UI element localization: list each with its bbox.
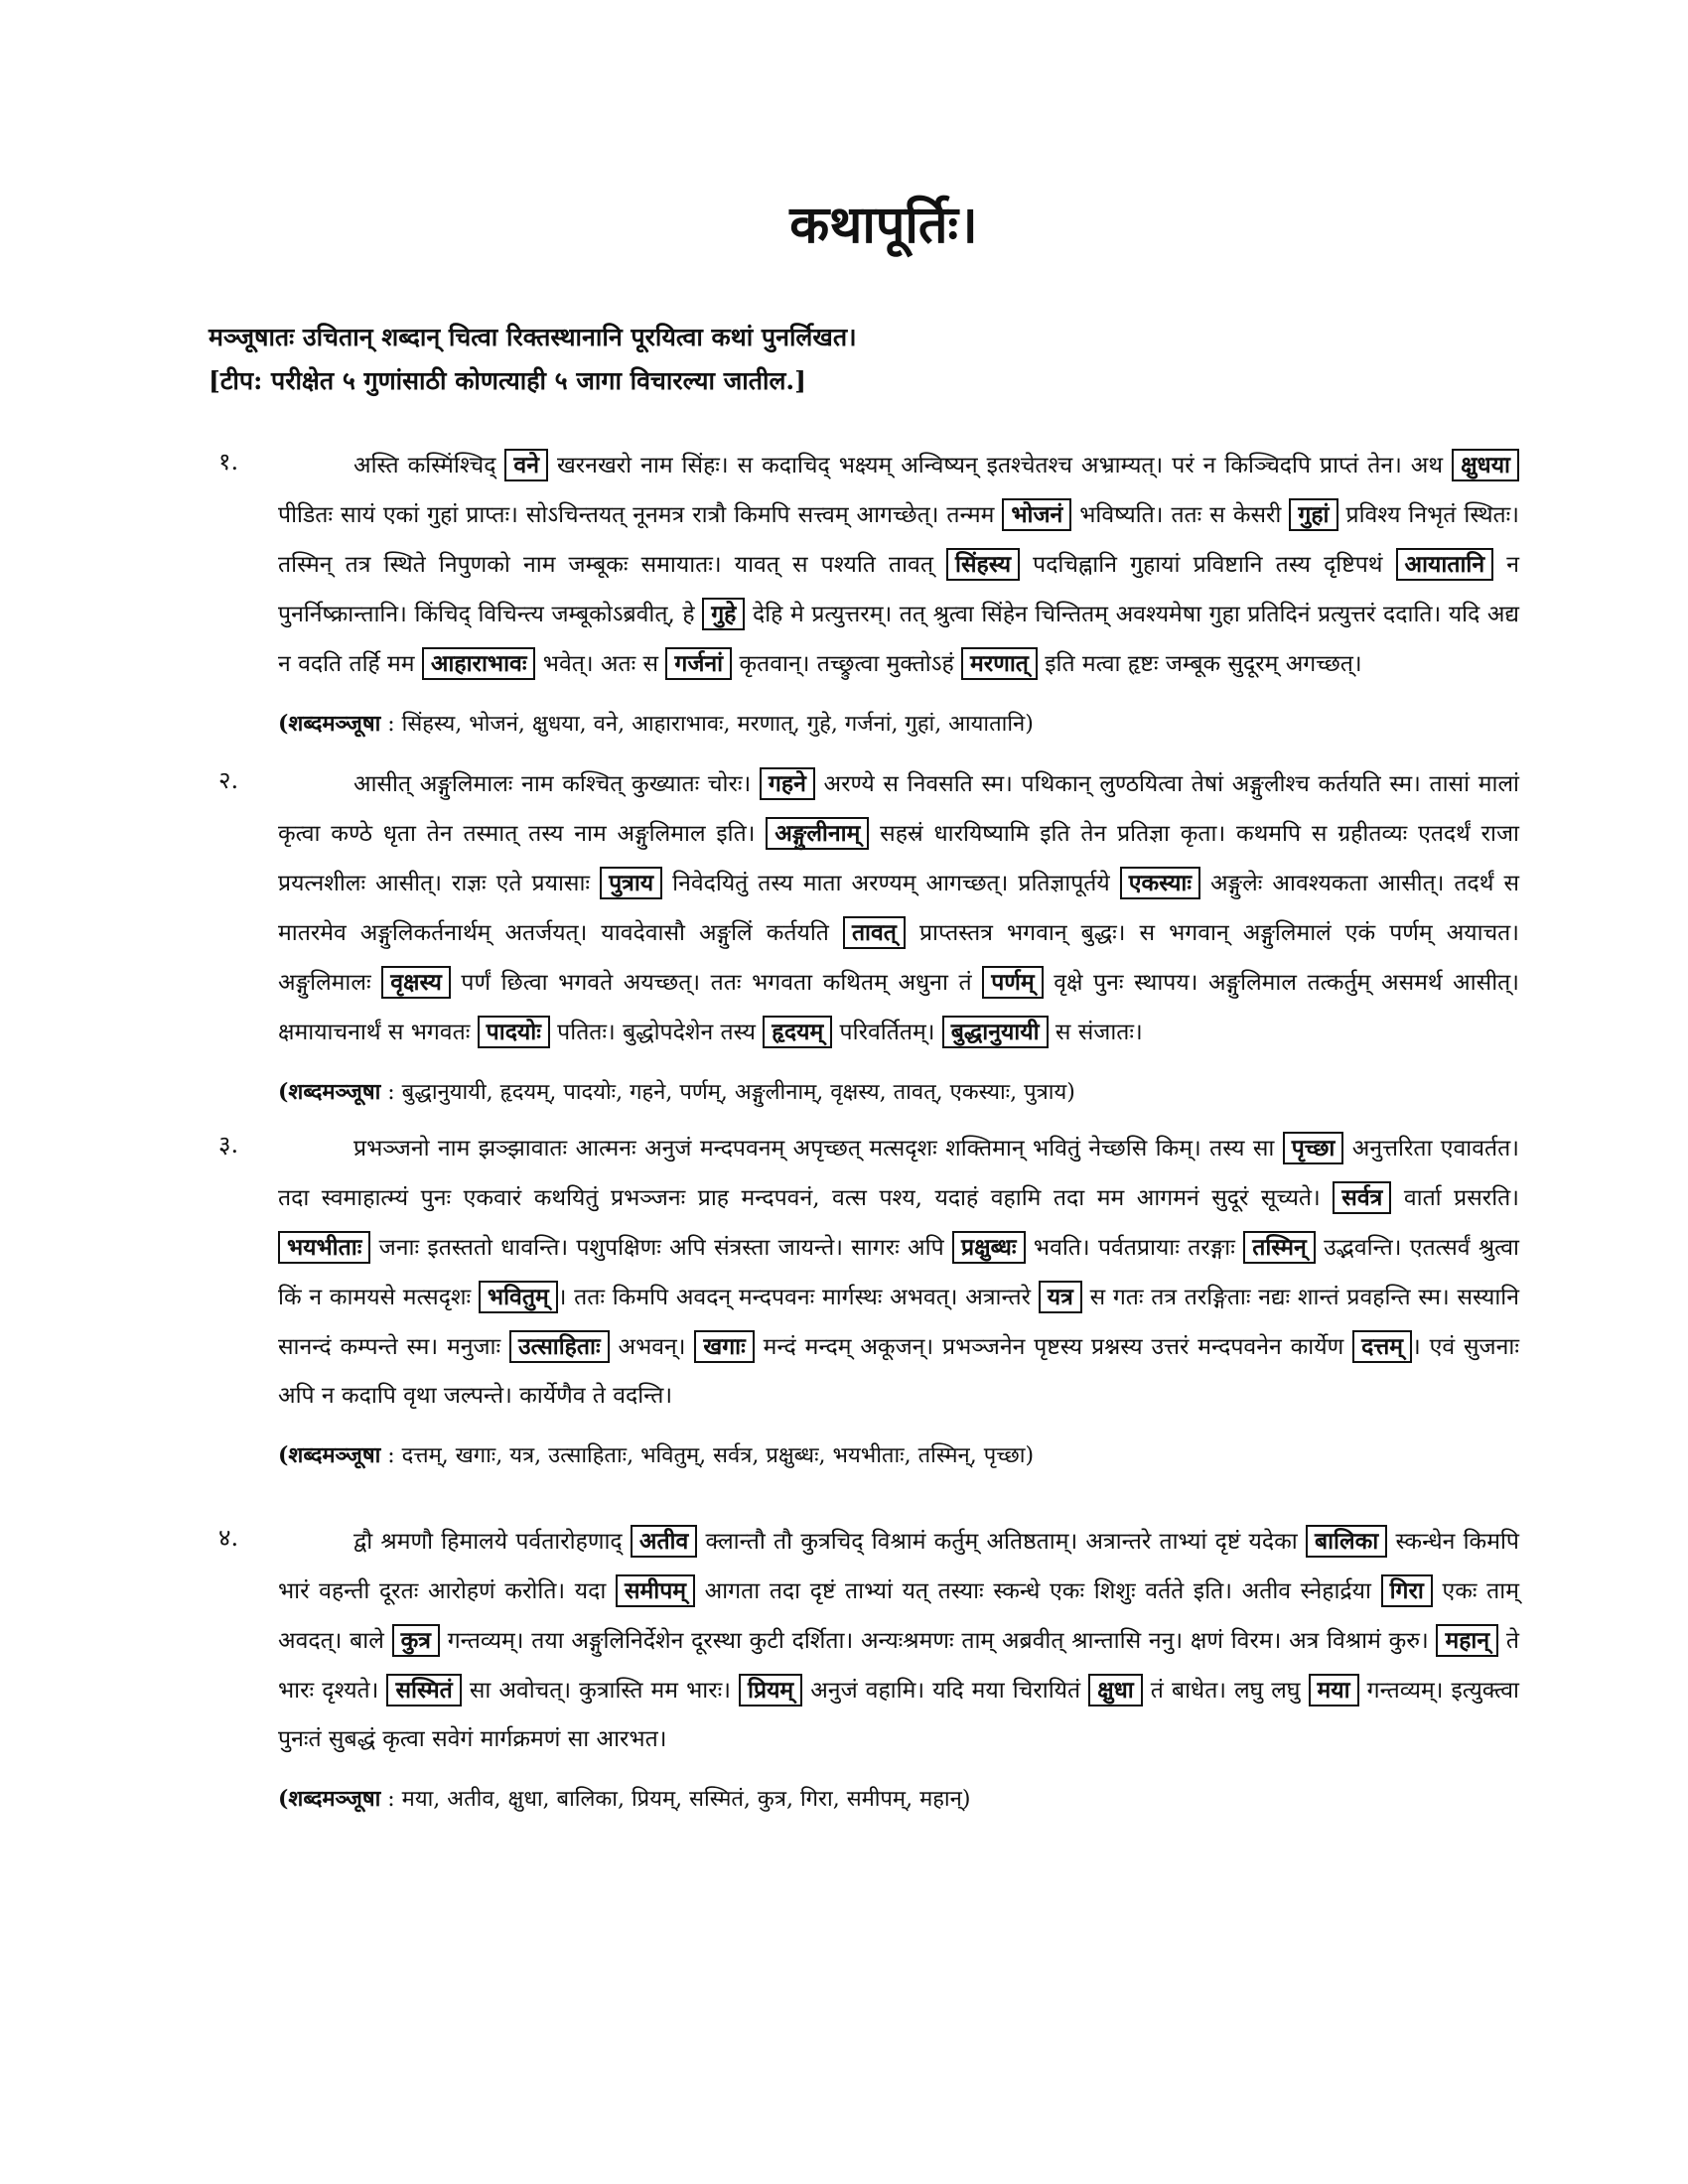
word-box (278, 707, 1519, 742)
filled-blank: भयभीताः (278, 1231, 370, 1264)
word-box-list: : बुद्धानुयायी, हृदयम्, पादयोः, गहने, पर्णम्, अङ्गुलीनाम्, वृक्षस्य, तावत्, एकस्याः, पुत्राय) (380, 1080, 1075, 1106)
passage-text: अस्ति कस्मिंश्चिद् (353, 453, 505, 479)
filled-blank: भवितुम् (479, 1281, 558, 1313)
passage-text: निवेदयितुं तस्य माता अरण्यम् आगच्छत्। प्रतिज्ञापूर्तये (662, 871, 1120, 897)
passage-text: अरण्ये स निवसति स्म। पथिकान् लुण्ठयित्वा तेषां अङ्गुलीश्च कर्तयति स्म। तासां मालां कृत्वा कण्ठे धृता तेन तस्मात् तस्य नाम अङ्गुलिमाल इति। (278, 771, 1520, 848)
filled-blank: प्रियम् (739, 1674, 802, 1706)
passage-text: देहि मे प्रत्युत्तरम्। तत् श्रुत्वा सिंहेन चिन्तितम् अवश्यमेषा गुहा प्रतिदिनं प्रत्युत्तरं ददाति। यदि अद्य न वदति तर्हि मम (278, 602, 1519, 678)
filled-blank: गिरा (1381, 1574, 1433, 1607)
passage (278, 441, 1519, 689)
instructions (209, 316, 1519, 403)
filled-blank: खगाः (694, 1330, 754, 1363)
filled-blank: उत्साहिताः (509, 1330, 610, 1363)
passage (278, 759, 1519, 1057)
passage-text: वार्ता प्रसरति। (1391, 1185, 1519, 1212)
filled-blank: बुद्धानुयायी (942, 1016, 1049, 1048)
page-title: कथापूर्तिः। (789, 195, 978, 255)
filled-blank: तावत् (843, 916, 906, 949)
filled-blank: यत्र (1039, 1281, 1082, 1313)
passage-text: स्कन्धेन किमपि भारं वहन्ती दूरतः आरोहणं करोति। यदा (278, 1529, 1519, 1605)
filled-blank: गहने (760, 767, 815, 800)
word-box-list: : सिंहस्य, भोजनं, क्षुधया, वने, आहाराभावः, मरणात्, गुहे, गर्जनां, गुहां, आयातानि) (380, 712, 1034, 738)
passage-text: पीडितः सायं एकां गुहां प्राप्तः। सोऽचिन्तयत् नूनमत्र रात्रौ किमपि सत्त्वम् आगच्छेत्। तन्मम (278, 502, 1003, 529)
filled-blank: प्रक्षुब्धः (952, 1231, 1026, 1264)
filled-blank: वृक्षस्य (381, 966, 451, 999)
passage-text: अङ्गुलेः आवश्यकता आसीत्। तदर्थं स मातरमेव अङ्गुलिकर्तनार्थम् अतर्जयत्। यावदेवासौ अङ्गुलिं कर्तयति (278, 871, 1520, 947)
passage-text: क्लान्तौ तौ कुत्रचिद् विश्रामं कर्तुम् अतिष्ठताम्। अत्रान्तरे ताभ्यां दृष्टं यदेका (697, 1529, 1306, 1556)
passage-text: गन्तव्यम्। तया अङ्गुलिनिर्देशेन दूरस्था कुटी दर्शिता। अन्यःश्रमणः ताम् अब्रवीत् श्रान्तासि ननु। क्षणं विरम। अत्र विश्रामं कुरु। (439, 1628, 1437, 1655)
passage-text: ते भारः दृश्यते। (278, 1628, 1520, 1705)
filled-blank: भोजनं (1002, 498, 1071, 531)
passage-text: प्राप्तस्तत्र भगवान् बुद्धः। स भगवान् अङ्गुलिमालं एकं पर्णम् अयाचत। अङ्गुलिमालः (278, 920, 1519, 997)
filled-blank: अङ्गुलीनाम् (766, 817, 869, 850)
word-box-list: : मया, अतीव, क्षुधा, बालिका, प्रियम्, सस्मितं, कुत्र, गिरा, समीपम्, महान्) (380, 1787, 971, 1813)
exercise-number: २. (218, 766, 239, 795)
filled-blank: सस्मितं (386, 1674, 461, 1706)
exercise-2 (209, 759, 1519, 1110)
word-box (278, 1075, 1519, 1110)
passage-text: तं बाधेत। लघु लघु (1142, 1678, 1309, 1705)
passage-text: मन्दं मन्दम् अकूजन्। प्रभञ्जनेन पृष्टस्य प्रश्नस्य उत्तरं मन्दपवनेन कार्येण (754, 1334, 1353, 1361)
passage-text: पदचिह्नानि गुहायां प्रविष्टानि तस्य दृष्टिपथं (1020, 552, 1396, 579)
passage-text: गन्तव्यम्। इत्युक्त्वा पुनःतं सुबद्धं कृत्वा सवेगं मार्गक्रमणं सा आरभत। (278, 1678, 1519, 1753)
filled-blank: पर्णम् (982, 966, 1043, 999)
passage (278, 1517, 1519, 1764)
word-box-label: (शब्दमञ्जूषा (278, 1079, 381, 1106)
filled-blank: आहाराभावः (422, 647, 536, 680)
passage-text: पर्णं छित्वा भगवते अयच्छत्। ततः भगवता कथितम् अधुना तं (450, 970, 983, 997)
passage-text: । ततः किमपि अवदन् मन्दपवनः मार्गस्थः अभवत्। अत्रान्तरे (557, 1285, 1039, 1311)
exercise-number: १. (218, 448, 239, 477)
passage-text: इति मत्वा हृष्टः जम्बूक सुदूरम् अगच्छत्। (1037, 651, 1362, 678)
instruction-main: मञ्जूषातः उचितान् शब्दान् चित्वा रिक्तस्थानानि पूरयित्वा कथां पुनर्लिखत। (209, 323, 857, 352)
filled-blank: अतीव (631, 1525, 697, 1558)
passage-text: जनाः इतस्ततो धावन्ति। पशुपक्षिणः अपि संत्रस्ता जायन्ते। सागरः अपि (370, 1235, 952, 1262)
exercise-3 (209, 1124, 1519, 1473)
filled-blank: वने (504, 449, 548, 481)
passage-text: अनुजं वहामि। यदि मया चिरायितं (802, 1678, 1089, 1705)
word-box (278, 1782, 1519, 1817)
filled-blank: सर्वत्र (1333, 1181, 1391, 1214)
filled-blank: पृच्छा (1283, 1132, 1344, 1164)
passage-text: भवति। पर्वतप्रायाः तरङ्गाः (1025, 1235, 1244, 1262)
passage (278, 1124, 1519, 1421)
filled-blank: कुत्र (392, 1624, 440, 1657)
passage-text: भवेत्। अतः स (535, 651, 666, 678)
passage-text: एकः ताम् अवदत्। बाले (278, 1578, 1519, 1655)
passage-text: । एवं सुजनाः अपि न कदापि वृथा जल्पन्ते। कार्येणैव ते वदन्ति। (278, 1334, 1519, 1410)
exercise-4 (209, 1517, 1519, 1817)
filled-blank: महान् (1436, 1624, 1498, 1657)
filled-blank: क्षुधा (1088, 1674, 1143, 1706)
filled-blank: मरणात् (961, 647, 1038, 680)
passage-text: पतितः। बुद्धोपदेशेन तस्य (549, 1020, 764, 1046)
passage-text: आसीत् अङ्गुलिमालः नाम कश्चित् कुख्यातः चोरः। (353, 771, 760, 798)
passage-text: अभवन्। (609, 1334, 695, 1361)
exercise-number: ३. (218, 1131, 239, 1160)
filled-blank: गुहां (1289, 498, 1337, 531)
filled-blank: पादयोः (478, 1016, 550, 1048)
word-box-label: (शब्दमञ्जूषा (278, 1786, 381, 1813)
word-box-label: (शब्दमञ्जूषा (278, 1442, 381, 1469)
word-box-label: (शब्दमञ्जूषा (278, 711, 381, 738)
word-box (278, 1438, 1519, 1473)
passage-text: स गतः तत्र तरङ्गिताः नद्यः शान्तं प्रवहन्ति स्म। सस्यानि सानन्दं कम्पन्ते स्म। मनुजाः (278, 1285, 1519, 1361)
filled-blank: हृदयम् (763, 1016, 832, 1048)
instruction-note: [टीप: परीक्षेत ५ गुणांसाठी कोणत्याही ५ जागा विचारल्या जातील.] (209, 366, 806, 396)
filled-blank: पुत्राय (600, 867, 662, 899)
passage-text: आगता तदा दृष्टं ताभ्यां यत् तस्याः स्कन्धे एकः शिशुः वर्तते इति। अतीव स्नेहार्द्रया (695, 1578, 1381, 1605)
filled-blank: आयातानि (1396, 548, 1494, 581)
filled-blank: एकस्याः (1120, 867, 1200, 899)
exercise-1 (209, 441, 1519, 742)
filled-blank: गर्जनां (665, 647, 732, 680)
passage-text: द्वौ श्रमणौ हिमालये पर्वतारोहणाद् (353, 1529, 631, 1556)
filled-blank: गुहे (702, 598, 745, 630)
filled-blank: दत्तम् (1352, 1330, 1412, 1363)
filled-blank: मया (1309, 1674, 1359, 1706)
passage-text: कृतवान्। तच्छ्रुत्वा मुक्तोऽहं (732, 651, 962, 678)
passage-text: प्रविश्य निभृतं स्थितः। तस्मिन् तत्र स्थिते निपुणको नाम जम्बूकः समायातः। यावत् स पश्यति तावत् (278, 502, 1519, 579)
passage-text: परिवर्तितम्। (832, 1020, 942, 1046)
exercise-number: ४. (218, 1524, 239, 1553)
passage-text: वृक्षे पुनः स्थापय। अङ्गुलिमाल तत्कर्तुम् असमर्थ आसीत्। क्षमायाचनार्थं स भगवतः (278, 970, 1519, 1046)
passage-text: खरनखरो नाम सिंहः। स कदाचिद् भक्ष्यम् अन्विष्यन् इतश्चेतश्च अभ्राम्यत्। परं न किञ्चिदपि प्राप्तं तेन। अथ (547, 453, 1453, 479)
passage-text: प्रभञ्जनो नाम झञ्झावातः आत्मनः अनुजं मन्दपवनम् अपृच्छत् मत्सदृशः शक्तिमान् भवितुं नेच्छसि किम्। तस्य सा (353, 1136, 1283, 1162)
filled-blank: सिंहस्य (946, 548, 1020, 581)
passage-text: न पुनर्निष्क्रान्तानि। किंचिद् विचिन्त्य जम्बूकोऽब्रवीत्, हे (278, 552, 1519, 628)
passage-text: भविष्यति। ततः स केसरी (1071, 502, 1290, 529)
passage-text: सहस्रं धारयिष्यामि इति तेन प्रतिज्ञा कृता। कथमपि स ग्रहीतव्यः एतदर्थं राजा प्रयत्नशीलः आसीत्। राज्ञः एते प्रयासाः (278, 821, 1520, 897)
passage-text: अनुत्तरिता एवावर्तत। तदा स्वमाहात्म्यं पुनः एकवारं कथयितुं प्रभञ्जनः प्राह मन्दपवनं, वत्स पश्य, यदाहं वहामि तदा मम आगमनं सुदूरं सूच्यते। (278, 1136, 1519, 1212)
filled-blank: क्षुधया (1452, 449, 1519, 481)
filled-blank: तस्मिन् (1243, 1231, 1316, 1264)
filled-blank: बालिका (1306, 1525, 1387, 1558)
filled-blank: समीपम् (616, 1574, 695, 1607)
passage-text: सा अवोचत्। कुत्रास्ति मम भारः। (461, 1678, 740, 1705)
passage-text: उद्भवन्ति। एतत्सर्वं श्रुत्वा किं न कामयसे मत्सदृशः (278, 1235, 1519, 1311)
word-box-list: : दत्तम्, खगाः, यत्र, उत्साहिताः, भवितुम्, सर्वत्र, प्रक्षुब्धः, भयभीताः, तस्मिन्, पृच्छा) (380, 1443, 1035, 1469)
passage-text: स संजातः। (1048, 1020, 1143, 1046)
